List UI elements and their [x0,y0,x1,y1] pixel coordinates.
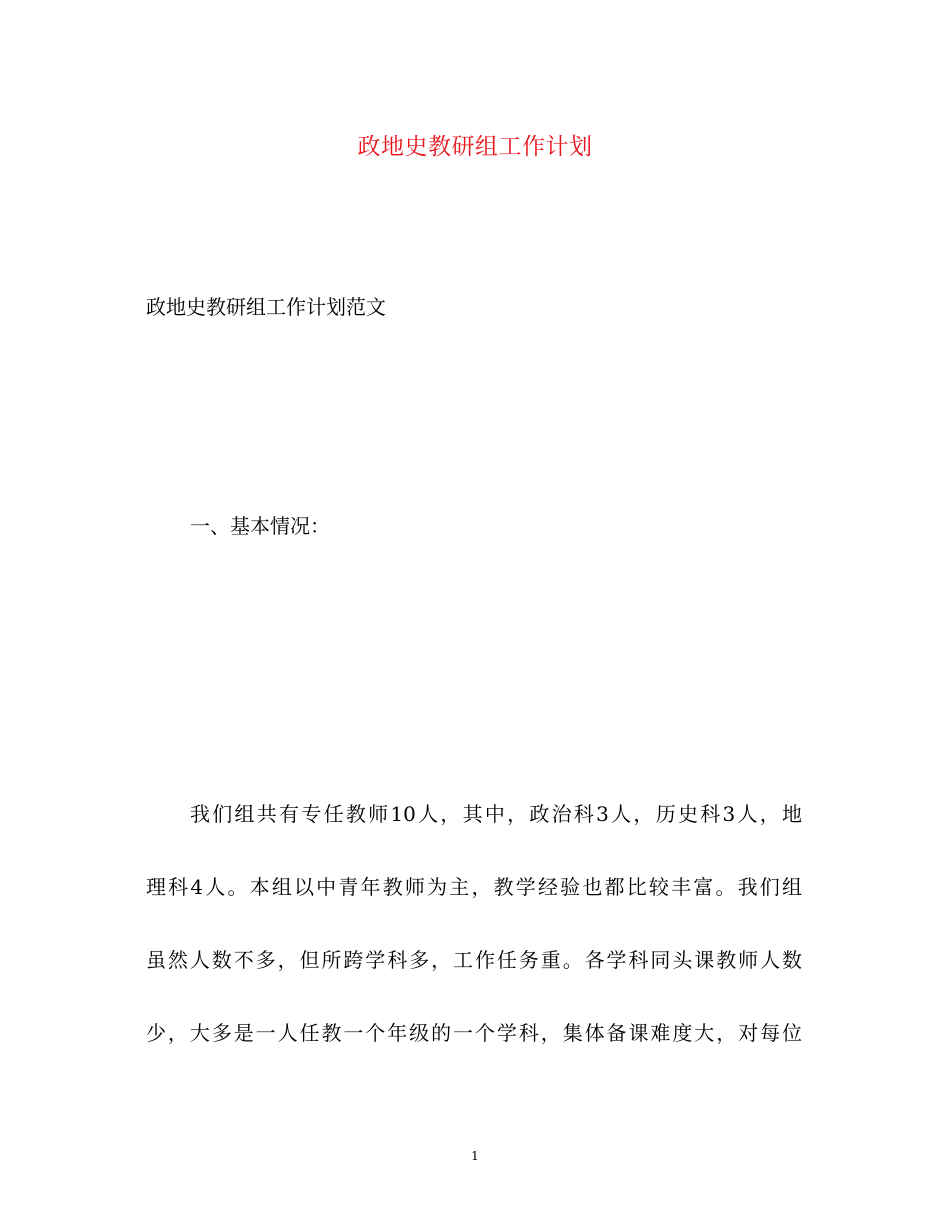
paragraph-line: 虽然人数不多，但所跨学科多，工作任务重。各学科同头课教师人数 [146,948,802,972]
page-number: 1 [471,1149,479,1163]
document-subtitle: 政地史教研组工作计划范文 [146,295,386,319]
paragraph-line: 我们组共有专任教师10人，其中，政治科3人，历史科3人，地 [190,802,802,826]
paragraph-line: 少，大多是一人任教一个年级的一个学科，集体备课难度大，对每位 [146,1021,802,1045]
paragraph-line: 理科4人。本组以中青年教师为主，教学经验也都比较丰富。我们组 [146,875,802,899]
document-title: 政地史教研组工作计划 [357,134,593,160]
section-heading: 一、基本情况： [190,514,330,538]
